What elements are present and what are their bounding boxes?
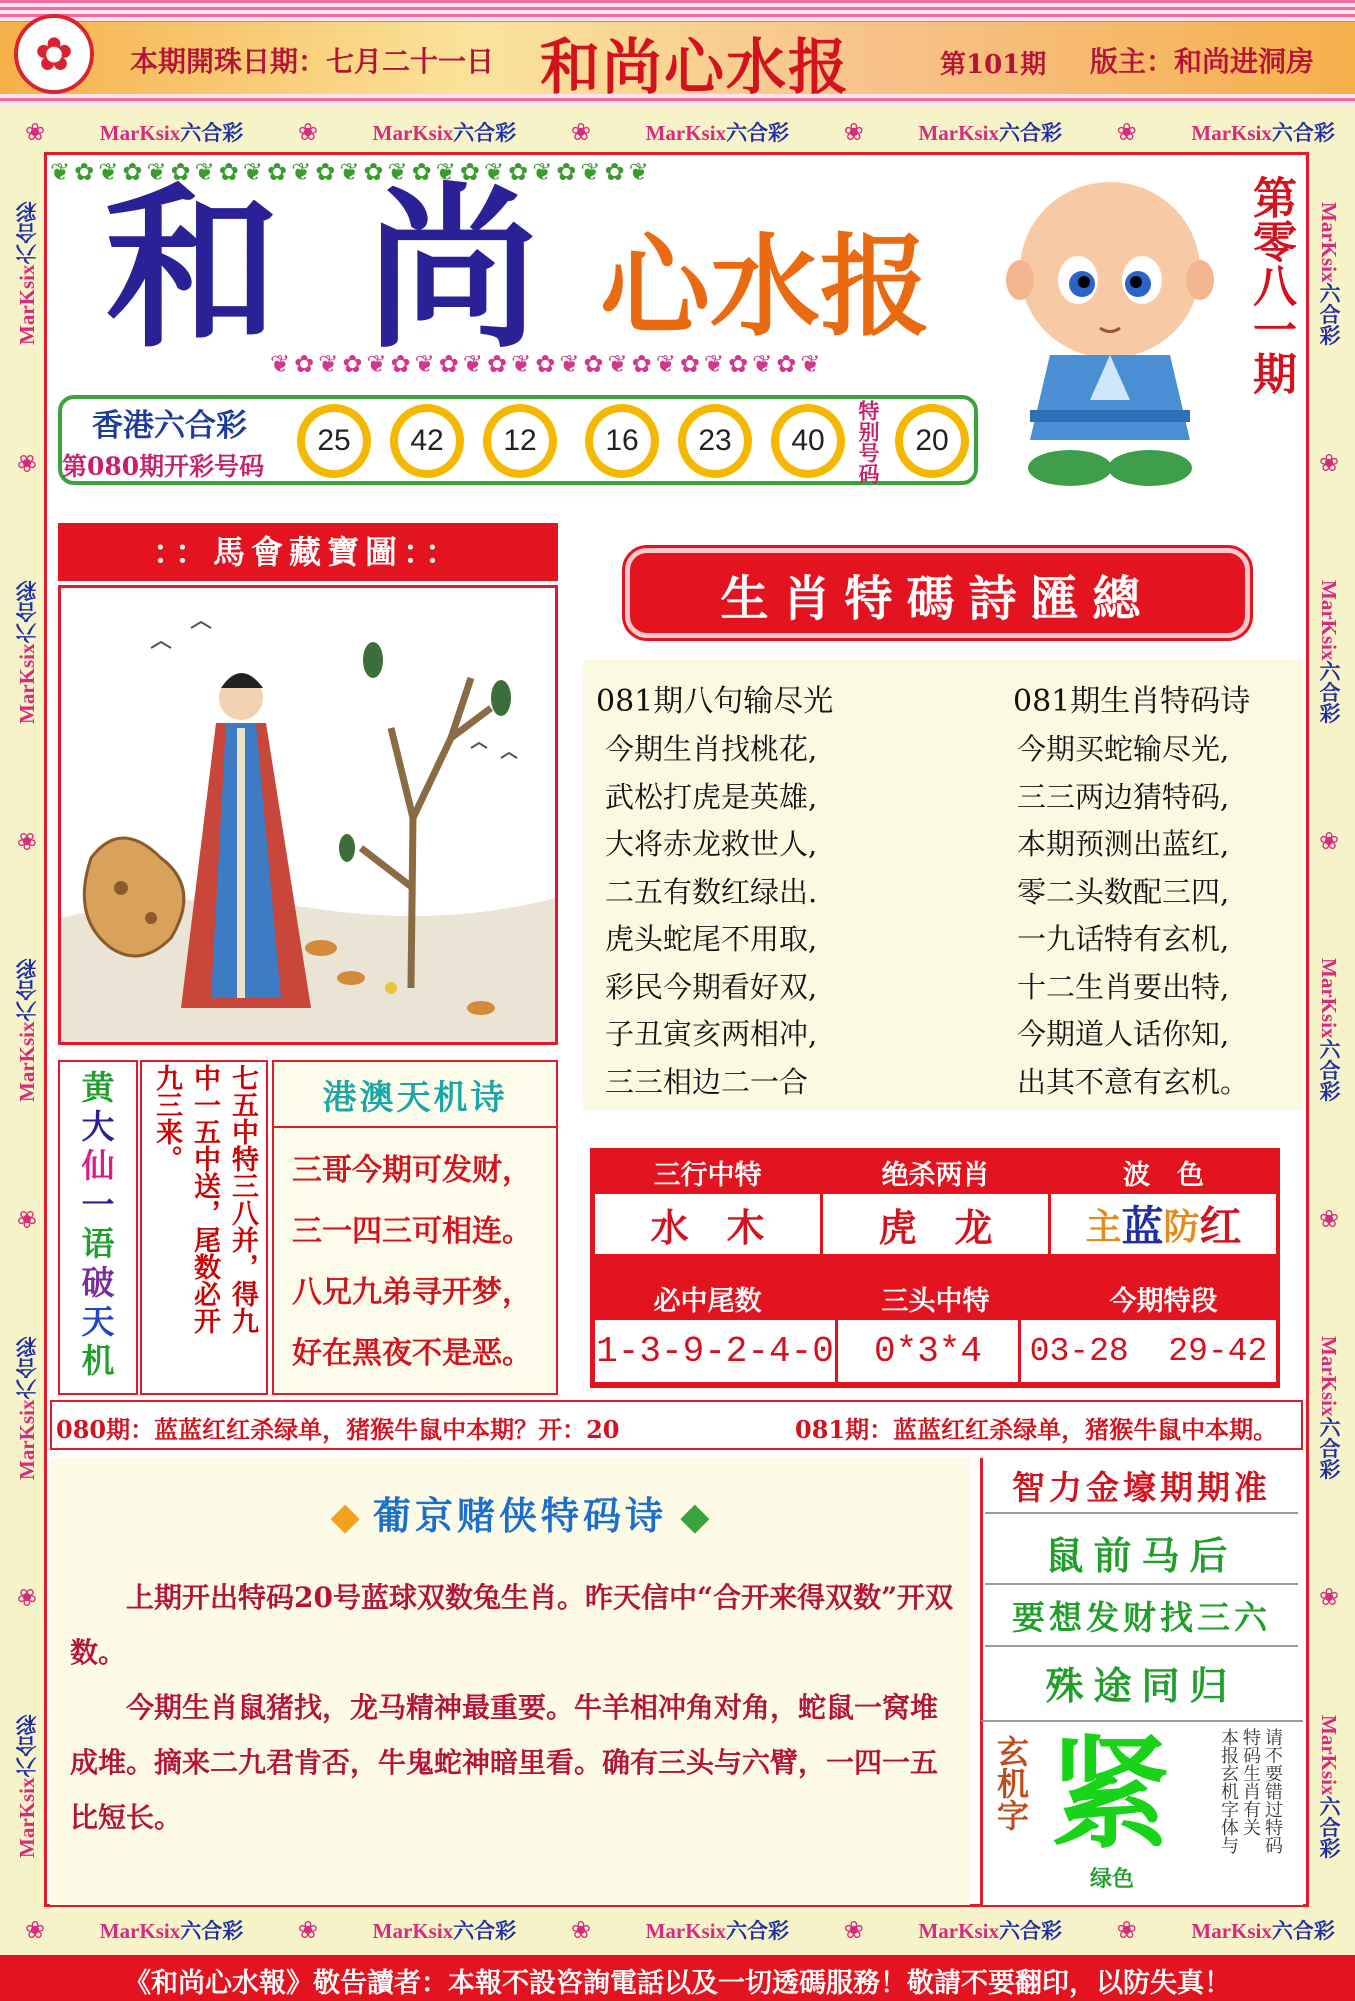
wongtaisin-char: 大	[81, 1107, 115, 1146]
poem-right	[1017, 726, 1249, 1106]
wongtaisin-char: 仙	[81, 1146, 115, 1185]
watermark-text: MarKsix六合彩	[1317, 1336, 1341, 1480]
lottery-ball	[390, 404, 464, 478]
slogan-2: 鼠前马后	[985, 1525, 1298, 1585]
flower-icon: ❀	[1315, 1583, 1343, 1612]
poem-line: 出其不意有玄机。	[1017, 1064, 1250, 1099]
watermark-text: MarKsix六合彩	[15, 580, 39, 724]
flower-icon: ❀	[13, 1583, 41, 1612]
wave-color-cell	[1051, 1194, 1276, 1254]
flower-icon: ❀	[570, 118, 591, 146]
draw-date: 本期開珠日期：七月二十一日	[130, 45, 495, 78]
table-header: 必中尾数	[595, 1278, 820, 1318]
table-header: 三头中特	[823, 1278, 1048, 1318]
gangao-divider	[272, 1126, 558, 1128]
masthead-char-1: 和	[105, 167, 280, 372]
lottery-period: 第080期开彩号码	[62, 452, 265, 481]
slogan-1: 智力金壕期期准	[985, 1462, 1298, 1514]
watermark-text: MarKsix六合彩	[645, 1919, 790, 1943]
flower-icon: ❀	[570, 1916, 591, 1944]
flower-icon: ❀	[297, 118, 319, 146]
poem-line: 今期道人话你知,	[1017, 1017, 1230, 1051]
vine-decoration-bottom: ❦✿❦✿❦✿❦✿❦✿❦✿❦✿❦✿❦✿❦✿❦✿❦	[270, 350, 825, 378]
header-title: 和尚心水报	[540, 33, 850, 103]
flower-icon: ❀	[13, 1205, 41, 1234]
table-header: 绝杀两肖	[823, 1152, 1048, 1192]
hk-emblem-icon: ✿	[14, 14, 94, 94]
wongtaisin-text	[70, 1068, 126, 1380]
diamond-icon: ◆	[330, 1493, 360, 1538]
watermark-top	[25, 112, 1335, 152]
watermark-text: MarKsix六合彩	[15, 958, 39, 1102]
poem-line: 三三两边猜特码,	[1017, 779, 1230, 814]
gangao-title: 港澳天机诗	[322, 1078, 508, 1118]
treasure-map-title: ：：馬會藏寶圖：：	[58, 523, 558, 581]
poem-left	[605, 726, 817, 1106]
watermark-text: MarKsix六合彩	[918, 121, 1062, 145]
flower-icon: ❀	[843, 1916, 864, 1944]
slogan-4: 殊途同归	[1045, 1663, 1238, 1708]
poem-left-heading: 081期八句输尽光	[596, 684, 834, 719]
watermark-text: MarKsix六合彩	[99, 1919, 244, 1943]
flower-icon: ❀	[13, 826, 41, 855]
poem-line: 十二生肖要出特,	[1017, 969, 1230, 1004]
flower-icon: ❀	[1116, 118, 1137, 146]
flower-icon: ❀	[1315, 826, 1343, 855]
poem-right-heading: 081期生肖特码诗	[1013, 684, 1251, 719]
masthead-char-2: 尚	[365, 167, 540, 372]
issue-vertical: 第零八一期	[1245, 175, 1296, 395]
watermark-text: MarKsix六合彩	[372, 121, 517, 145]
watermark-text: MarKsix六合彩	[918, 1919, 1062, 1943]
watermark-text: MarKsix六合彩	[1317, 1714, 1341, 1859]
flower-icon: ❀	[1315, 448, 1343, 477]
watermark-text: MarKsix六合彩	[15, 1714, 39, 1859]
flower-icon: ❀	[25, 118, 46, 146]
vertical-tip-col3: 九三来。	[151, 1064, 182, 1172]
table-cell: 0*3*4	[838, 1320, 1018, 1382]
flower-icon: ❀	[1116, 1916, 1137, 1944]
lottery-ball	[483, 404, 557, 478]
gambler-title	[260, 1485, 780, 1540]
watermark-text: MarKsix六合彩	[1317, 958, 1341, 1102]
poem-line: 三三相边二一合	[605, 1064, 809, 1099]
gangao-line: 三一四三可相连。	[292, 1214, 532, 1249]
ball-number: 40	[779, 412, 837, 470]
flower-icon: ❀	[843, 118, 864, 146]
poem-line: 二五有数红绿出.	[605, 874, 818, 909]
watermark-left	[8, 150, 46, 1910]
wongtaisin-char: 语	[81, 1224, 115, 1263]
lottery-ball	[771, 404, 845, 478]
table-header: 今期特段	[1051, 1278, 1276, 1318]
watermark-text: MarKsix六合彩	[15, 201, 39, 346]
gambler-title-text: 葡京赌侠特码诗	[372, 1493, 667, 1538]
gambler-paragraph-1: 上期开出特码20号蓝球双数兔生肖。昨天信中“合开来得双数”开双数。	[70, 1581, 954, 1669]
xuanji-note-col: 本报玄机字体与	[1218, 1728, 1239, 1854]
ball-number: 20	[903, 412, 961, 470]
gangao-line: 三哥今期可发财，	[292, 1153, 532, 1188]
treasure-map-image	[58, 585, 558, 1045]
poem-line: 大将赤龙救世人,	[605, 827, 818, 861]
wave-main-label: 主	[1085, 1205, 1122, 1248]
table-cell: 1-3-9-2-4-0	[595, 1320, 835, 1382]
ball-number: 16	[593, 412, 651, 470]
table-header: 三行中特	[595, 1152, 820, 1192]
watermark-right	[1310, 150, 1348, 1910]
watermark-text: MarKsix六合彩	[1191, 121, 1335, 145]
gangao-line: 八兄九弟寻开梦，	[292, 1275, 532, 1310]
table-header: 波 色	[1051, 1152, 1276, 1192]
vertical-tip-col2: 中一五中送，尾数必开	[189, 1064, 220, 1334]
poem-line: 虎头蛇尾不用取,	[605, 922, 818, 956]
xuanji-char: 紧	[1050, 1724, 1170, 1865]
flower-icon: ❀	[25, 1916, 46, 1944]
flower-icon: ❀	[13, 448, 41, 477]
slogan-3: 要想发财找三六	[985, 1592, 1298, 1647]
wave-guard-label: 防	[1163, 1205, 1200, 1248]
poem-line: 零二头数配三四,	[1017, 874, 1230, 909]
ball-number: 12	[491, 412, 549, 470]
poem-line: 今期生肖找桃花,	[605, 732, 818, 766]
lottery-ball	[585, 404, 659, 478]
watermark-text: MarKsix六合彩	[1191, 1919, 1335, 1943]
watermark-text: MarKsix六合彩	[1317, 201, 1341, 346]
editor-label: 版主：和尚进洞房	[1090, 45, 1315, 78]
poem-line: 今期买蛇输尽光,	[1017, 732, 1230, 766]
poem-summary-title: 生肖特碼詩匯總	[720, 571, 1155, 627]
wave-main-color: 蓝	[1121, 1202, 1164, 1251]
watermark-bottom	[25, 1910, 1335, 1950]
xuanji-note-col: 特码生肖有关	[1240, 1728, 1261, 1836]
poem-line: 一九话特有玄机,	[1017, 922, 1230, 956]
lottery-ball	[297, 404, 371, 478]
ticker-left: 080期：蓝蓝红红杀绿单，猪猴牛鼠中本期？开：20	[56, 1415, 620, 1444]
flower-icon: ❀	[1315, 1205, 1343, 1234]
monk-mascot	[1000, 170, 1220, 490]
poem-line: 彩民今期看好双,	[605, 969, 818, 1004]
wongtaisin-char: 黄	[81, 1068, 115, 1107]
gangao-line: 好在黑夜不是恶。	[292, 1336, 532, 1371]
wongtaisin-char: 一	[81, 1185, 115, 1224]
watermark-text: MarKsix六合彩	[372, 1919, 517, 1943]
flower-icon: ❀	[297, 1916, 319, 1944]
special-ball	[895, 404, 969, 478]
poem-line: 本期预测出蓝红,	[1017, 827, 1230, 861]
ticker-right: 081期：蓝蓝红红杀绿单，猪猴牛鼠中本期。	[795, 1415, 1278, 1444]
diamond-icon: ◆	[680, 1493, 710, 1538]
vertical-tip-col1: 七五中特三八并，得九	[227, 1064, 258, 1334]
gangao-poem	[292, 1140, 532, 1384]
ball-number: 42	[398, 412, 456, 470]
vine-decoration-top: ❦✿❦✿❦✿❦✿❦✿❦✿❦✿❦✿❦✿❦✿❦✿❦✿❦	[50, 158, 653, 186]
table-cell: 水 木	[595, 1194, 820, 1254]
watermark-text: MarKsix六合彩	[99, 121, 244, 145]
wave-guard-color: 红	[1199, 1202, 1242, 1251]
gambler-paragraph-2: 今期生肖鼠猪找，龙马精神最重要。牛羊相冲角对角，蛇鼠一窝堆成堆。摘来二九君肯否，牛鬼蛇神暗里看。确有三头与六臂，一四一五比短长。	[70, 1691, 939, 1834]
table-cell: 03-28 29-42	[1021, 1320, 1276, 1382]
watermark-text: MarKsix六合彩	[1317, 579, 1341, 724]
poem-line: 子丑寅亥两相冲,	[605, 1017, 818, 1051]
xuanji-color-label: 绿色	[1090, 1866, 1135, 1892]
watermark-text: MarKsix六合彩	[15, 1336, 39, 1481]
poem-line: 武松打虎是英雄,	[605, 779, 818, 814]
wongtaisin-char: 天	[81, 1302, 115, 1341]
watermark-text: MarKsix六合彩	[645, 121, 790, 145]
ball-number: 25	[305, 412, 363, 470]
issue-number: 第101期	[940, 50, 1047, 80]
lottery-name: 香港六合彩	[92, 408, 247, 444]
wongtaisin-char: 机	[81, 1341, 115, 1380]
xuanji-label: 玄机字	[992, 1735, 1030, 1831]
wongtaisin-char: 破	[81, 1263, 115, 1302]
lottery-ball	[678, 404, 752, 478]
ball-number: 23	[686, 412, 744, 470]
masthead-subtitle: 心水报	[600, 222, 930, 351]
special-label: 特别号码	[856, 400, 881, 484]
xuanji-note-col: 请不要错过特码	[1262, 1728, 1283, 1854]
table-cell: 虎 龙	[823, 1194, 1048, 1254]
footer-text: 《和尚心水報》敬告讀者：本報不設咨詢電話以及一切透碼服務！敬請不要翻印，以防失真！	[124, 1968, 1231, 1999]
